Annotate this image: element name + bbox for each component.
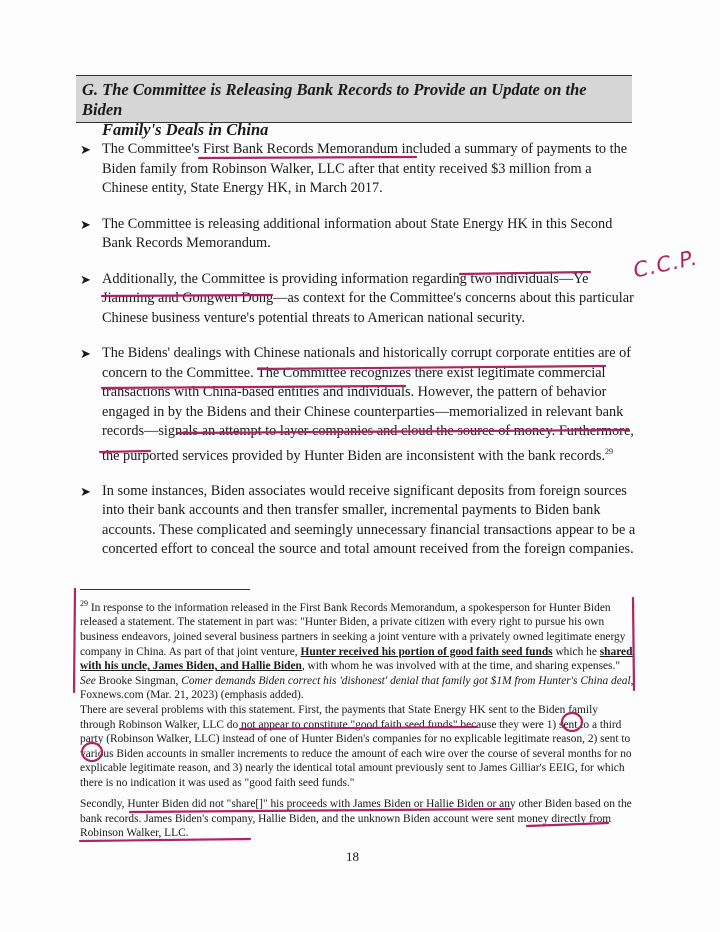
bullet-item [80,270,640,329]
footnote-divider [80,589,250,590]
footnote-text: Brooke Singman, [95,674,182,687]
footnote-paragraph-3: Secondly, Hunter Biden did not "share[]" his proceeds with James Biden or Hallie Biden or any other Biden based on the bank records. James Biden's company, Hallie Biden, and the unknown Biden account were sent money directly from Robinson Walker, LLC. [80,798,632,840]
bullet-text: In some instances, Biden associates would receive significant deposits from foreign sources into their bank accounts and then transfer smaller, incremental payments to Biden bank accounts. These complicated and seemingly unnecessary financial transactions appear to be a concerted effort to conceal the source and total amount received from the foreign companies. [102,482,636,558]
footnote-text: In response to the information released in the First Bank Records Memorandum, a spokesperson for Hunter Biden released a statement. The statement in part was: "Hunter Biden, a private citizen with every right to pursue his own business endeavors, joined several business partners in seeking a joint venture with a privately owned legitimate energy company in China. As part of that joint venture, [80,601,626,658]
margin-annotation: C.C.P. [631,245,700,283]
bullet-item [80,482,640,560]
section-header [76,75,632,139]
bullet-text: The Bidens' dealings with Chinese nationals and historically corrupt corporate entities are of concern to the Committee. The Committee recognizes there exist legitimate commercial transactions with China-based entities and individuals. However, the pattern of behavior engaged in by the Bidens and their Chinese counterparties—memorialized in relevant bank records—signals an attempt to layer companies and cloud the source of money. Furthermore, the purported services provided by Hunter Biden are inconsistent with the bank records. [102,345,634,464]
footnote-emphasis: shared with his uncle, James Biden, and Hallie Biden [80,645,633,673]
bullet-item [80,140,640,199]
section-header-line1: G. The Committee is Releasing Bank Records to Provide an Update on the Biden [82,80,587,119]
citation-title: Comer demands Biden correct his 'dishonest' denial that family got $1M from Hunter's China deal [181,674,631,687]
section-header-line2: Family's Deals in China [102,120,269,139]
arrow-bullet-icon: ➤ [80,271,91,287]
arrow-bullet-icon: ➤ [80,216,91,232]
bullet-item [80,215,640,254]
arrow-bullet-icon: ➤ [80,346,91,361]
footnote-paragraph-2: There are several problems with this statement. First, the payments that State Energy HK sent to the Biden family through Robinson Walker, LLC do not appear to constitute "good faith seed funds" because they were 1) sent to a third party (Robinson Walker, LLC) instead of one of Hunter Biden's companies for no explicable legitimate reason, 2) sent to various Biden accounts in smaller increments to reduce the amount of each wire over the course of several months for no explicable legitimate reason, and 3) nearly the identical total amount previously sent to James Gilliar's EEIG, for which there is no indication it was used as "good faith seed funds." [80,704,632,789]
bullet-text: The Committee is releasing additional information about State Energy HK in this Second Bank Records Memorandum. [102,215,613,251]
arrow-bullet-icon: ➤ [80,142,91,157]
bullet-text: The Committee's First Bank Records Memorandum included a summary of payments to the Biden family from Robinson Walker, LLC after that entity received $3 million from a Chinese entity, State Energy HK, in March 2017. [102,141,628,196]
footnote-emphasis: Hunter received his portion of good faith seed funds [300,645,553,658]
footnote-paragraph-1 [80,597,636,703]
bullet-item [80,344,640,466]
footnote-ref[interactable]: 29 [605,446,614,456]
page-number: 18 [346,849,359,864]
bullet-list [80,140,640,576]
footnote-text: , Foxnews.com (Mar. 21, 2023) (emphasis added). [80,674,634,702]
bullet-text: Additionally, the Committee is providing information regarding two individuals—Ye Jianming and Gongwen Dong—as context for the Committee's concerns about this particular Chinese business venture's potential threats to American national security. [102,270,634,326]
footnote-text: , with whom he was involved with at the time, and sharing expenses." [301,660,620,673]
margin-bracket [74,589,75,692]
footnote-signal: See [80,674,96,687]
footnote-number: 29 [80,599,88,608]
arrow-bullet-icon: ➤ [80,483,91,499]
footnote-text: which he [552,645,600,658]
